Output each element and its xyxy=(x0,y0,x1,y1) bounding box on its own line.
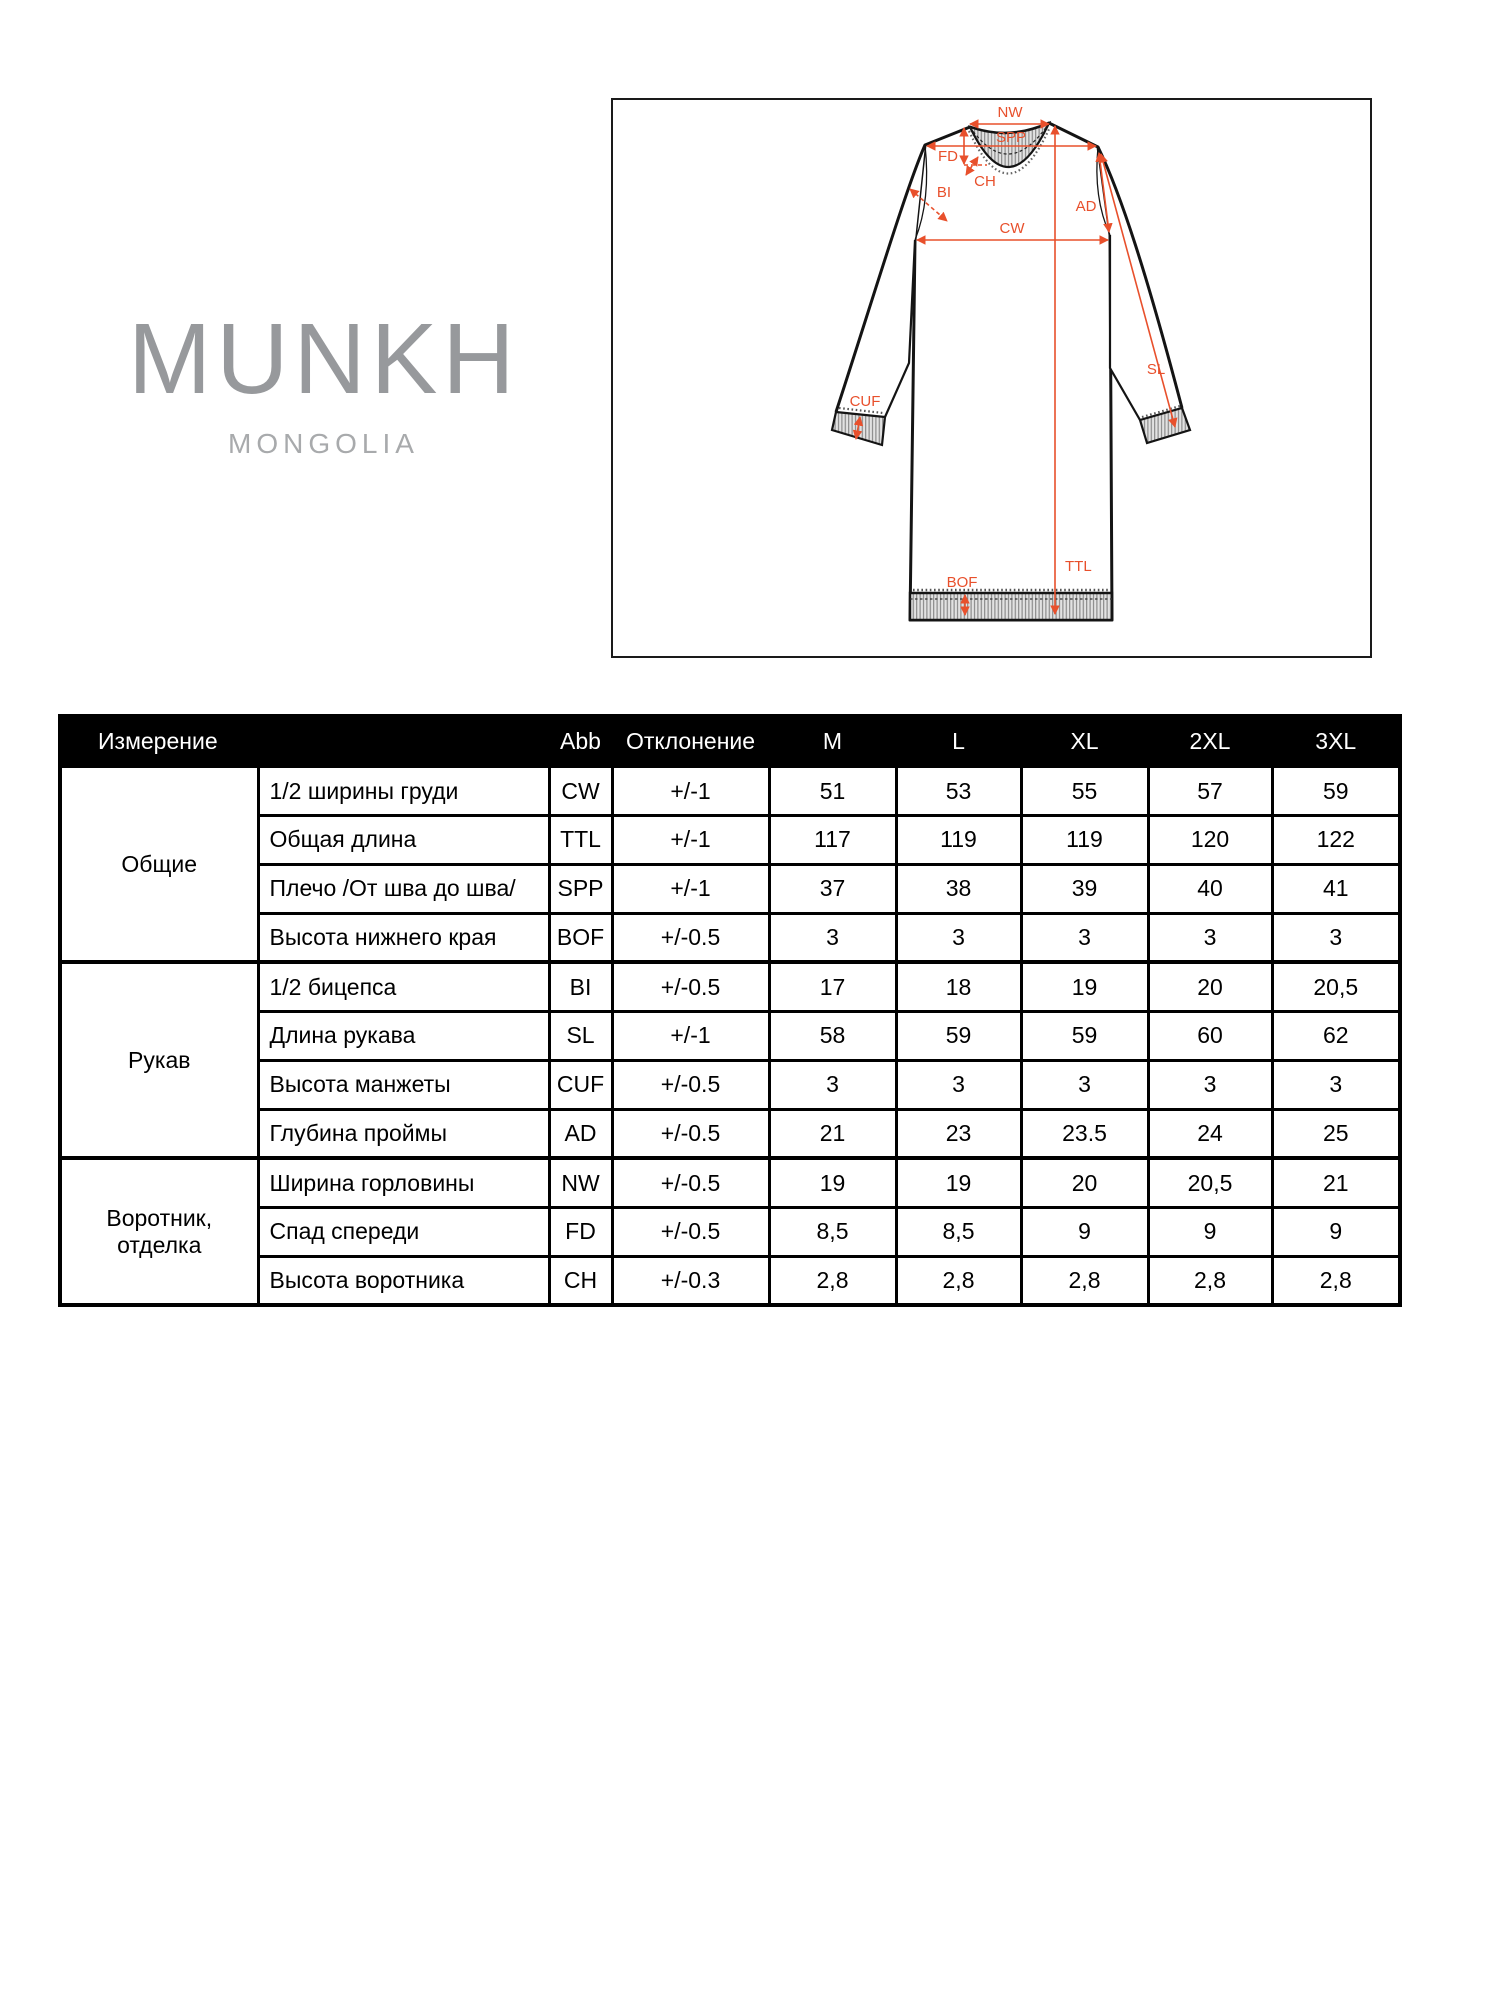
value-cell-2xl: 40 xyxy=(1148,864,1272,913)
value-cell-l: 8,5 xyxy=(896,1207,1021,1256)
value-cell-l: 119 xyxy=(896,815,1021,864)
deviation-cell: +/-0.5 xyxy=(612,1158,769,1207)
value-cell-3xl: 20,5 xyxy=(1272,962,1400,1011)
abb-cell: CUF xyxy=(549,1060,612,1109)
value-cell-l: 38 xyxy=(896,864,1021,913)
value-cell-2xl: 3 xyxy=(1148,1060,1272,1109)
deviation-cell: +/-0.5 xyxy=(612,1109,769,1158)
value-cell-m: 37 xyxy=(769,864,896,913)
measurement-name-cell: Общая длина xyxy=(258,815,549,864)
abb-cell: CH xyxy=(549,1256,612,1305)
header-size-l: L xyxy=(896,716,1021,766)
value-cell-2xl: 60 xyxy=(1148,1011,1272,1060)
value-cell-m: 8,5 xyxy=(769,1207,896,1256)
value-cell-xl: 119 xyxy=(1021,815,1148,864)
value-cell-3xl: 2,8 xyxy=(1272,1256,1400,1305)
value-cell-xl: 55 xyxy=(1021,766,1148,815)
deviation-cell: +/-0.5 xyxy=(612,962,769,1011)
value-cell-m: 117 xyxy=(769,815,896,864)
value-cell-3xl: 9 xyxy=(1272,1207,1400,1256)
value-cell-l: 18 xyxy=(896,962,1021,1011)
value-cell-2xl: 20 xyxy=(1148,962,1272,1011)
row-group-label: Воротник, отделка xyxy=(60,1158,258,1305)
value-cell-xl: 59 xyxy=(1021,1011,1148,1060)
value-cell-3xl: 3 xyxy=(1272,913,1400,962)
table-row xyxy=(60,962,1400,1011)
value-cell-3xl: 59 xyxy=(1272,766,1400,815)
value-cell-2xl: 120 xyxy=(1148,815,1272,864)
value-cell-3xl: 21 xyxy=(1272,1158,1400,1207)
deviation-cell: +/-0.3 xyxy=(612,1256,769,1305)
measurement-name-cell: 1/2 ширины груди xyxy=(258,766,549,815)
measurement-name-cell: Высота манжеты xyxy=(258,1060,549,1109)
cw-label: CW xyxy=(999,220,1025,237)
table-row xyxy=(60,1158,1400,1207)
deviation-cell: +/-1 xyxy=(612,864,769,913)
size-table-body xyxy=(60,766,1400,1305)
fd-label: FD xyxy=(938,148,958,165)
header-size-m: M xyxy=(769,716,896,766)
measurement-name-cell: Высота воротника xyxy=(258,1256,549,1305)
nw-label: NW xyxy=(997,104,1023,121)
row-group-label: Общие xyxy=(60,766,258,962)
value-cell-xl: 19 xyxy=(1021,962,1148,1011)
value-cell-2xl: 3 xyxy=(1148,913,1272,962)
abb-cell: TTL xyxy=(549,815,612,864)
measurement-name-cell: Глубина проймы xyxy=(258,1109,549,1158)
table-row xyxy=(60,864,1400,913)
value-cell-m: 58 xyxy=(769,1011,896,1060)
table-row xyxy=(60,815,1400,864)
value-cell-xl: 20 xyxy=(1021,1158,1148,1207)
abb-cell: NW xyxy=(549,1158,612,1207)
deviation-cell: +/-0.5 xyxy=(612,1060,769,1109)
table-row xyxy=(60,1109,1400,1158)
value-cell-m: 3 xyxy=(769,1060,896,1109)
measurement-name-cell: 1/2 бицепса xyxy=(258,962,549,1011)
value-cell-l: 59 xyxy=(896,1011,1021,1060)
deviation-cell: +/-1 xyxy=(612,1011,769,1060)
header-deviation: Отклонение xyxy=(612,716,769,766)
value-cell-3xl: 122 xyxy=(1272,815,1400,864)
value-cell-m: 19 xyxy=(769,1158,896,1207)
table-row xyxy=(60,913,1400,962)
abb-cell: CW xyxy=(549,766,612,815)
value-cell-2xl: 57 xyxy=(1148,766,1272,815)
table-row xyxy=(60,1256,1400,1305)
value-cell-l: 3 xyxy=(896,1060,1021,1109)
table-row xyxy=(60,1207,1400,1256)
ttl-label: TTL xyxy=(1065,558,1092,575)
sl-label: SL xyxy=(1146,361,1166,378)
value-cell-m: 3 xyxy=(769,913,896,962)
value-cell-m: 51 xyxy=(769,766,896,815)
hem-band xyxy=(910,590,1112,620)
value-cell-2xl: 2,8 xyxy=(1148,1256,1272,1305)
table-row xyxy=(60,766,1400,815)
measurement-name-cell: Спад спереди xyxy=(258,1207,549,1256)
measurement-name-cell: Ширина горловины xyxy=(258,1158,549,1207)
abb-cell: AD xyxy=(549,1109,612,1158)
size-table-header xyxy=(60,716,1400,766)
brand-logo-subtitle: MONGOLIA xyxy=(228,428,419,459)
abb-cell: SL xyxy=(549,1011,612,1060)
value-cell-xl: 2,8 xyxy=(1021,1256,1148,1305)
ch-label: CH xyxy=(974,173,996,190)
value-cell-3xl: 41 xyxy=(1272,864,1400,913)
value-cell-xl: 3 xyxy=(1021,1060,1148,1109)
value-cell-l: 19 xyxy=(896,1158,1021,1207)
value-cell-l: 23 xyxy=(896,1109,1021,1158)
row-group-label: Рукав xyxy=(60,962,258,1158)
value-cell-3xl: 62 xyxy=(1272,1011,1400,1060)
value-cell-xl: 9 xyxy=(1021,1207,1148,1256)
garment-diagram-frame xyxy=(611,98,1372,658)
header-size-xl: XL xyxy=(1021,716,1148,766)
value-cell-xl: 3 xyxy=(1021,913,1148,962)
value-cell-l: 2,8 xyxy=(896,1256,1021,1305)
header-measurement: Измерение xyxy=(60,716,549,766)
size-table xyxy=(58,714,1402,1307)
value-cell-m: 2,8 xyxy=(769,1256,896,1305)
measurement-name-cell: Плечо /От шва до шва/ xyxy=(258,864,549,913)
header-size-2xl: 2XL xyxy=(1148,716,1272,766)
value-cell-m: 17 xyxy=(769,962,896,1011)
bof-label: BOF xyxy=(946,574,978,591)
measurement-name-cell: Длина рукава xyxy=(258,1011,549,1060)
cuf-label: CUF xyxy=(849,393,881,410)
deviation-cell: +/-1 xyxy=(612,815,769,864)
value-cell-3xl: 25 xyxy=(1272,1109,1400,1158)
measurement-name-cell: Высота нижнего края xyxy=(258,913,549,962)
header-abb: Abb xyxy=(549,716,612,766)
abb-cell: BI xyxy=(549,962,612,1011)
table-row xyxy=(60,1060,1400,1109)
table-row xyxy=(60,1011,1400,1060)
spp-label: SPP xyxy=(995,129,1027,146)
ad-label: AD xyxy=(1075,198,1097,215)
value-cell-2xl: 24 xyxy=(1148,1109,1272,1158)
value-cell-l: 53 xyxy=(896,766,1021,815)
garment-diagram xyxy=(613,100,1370,656)
bi-label: BI xyxy=(936,184,952,201)
brand-logo: MUNKH xyxy=(128,303,520,415)
deviation-cell: +/-0.5 xyxy=(612,913,769,962)
deviation-cell: +/-1 xyxy=(612,766,769,815)
abb-cell: SPP xyxy=(549,864,612,913)
abb-cell: BOF xyxy=(549,913,612,962)
value-cell-2xl: 9 xyxy=(1148,1207,1272,1256)
deviation-cell: +/-0.5 xyxy=(612,1207,769,1256)
value-cell-m: 21 xyxy=(769,1109,896,1158)
value-cell-xl: 23.5 xyxy=(1021,1109,1148,1158)
value-cell-l: 3 xyxy=(896,913,1021,962)
value-cell-3xl: 3 xyxy=(1272,1060,1400,1109)
abb-cell: FD xyxy=(549,1207,612,1256)
header-size-3xl: 3XL xyxy=(1272,716,1400,766)
value-cell-2xl: 20,5 xyxy=(1148,1158,1272,1207)
value-cell-xl: 39 xyxy=(1021,864,1148,913)
